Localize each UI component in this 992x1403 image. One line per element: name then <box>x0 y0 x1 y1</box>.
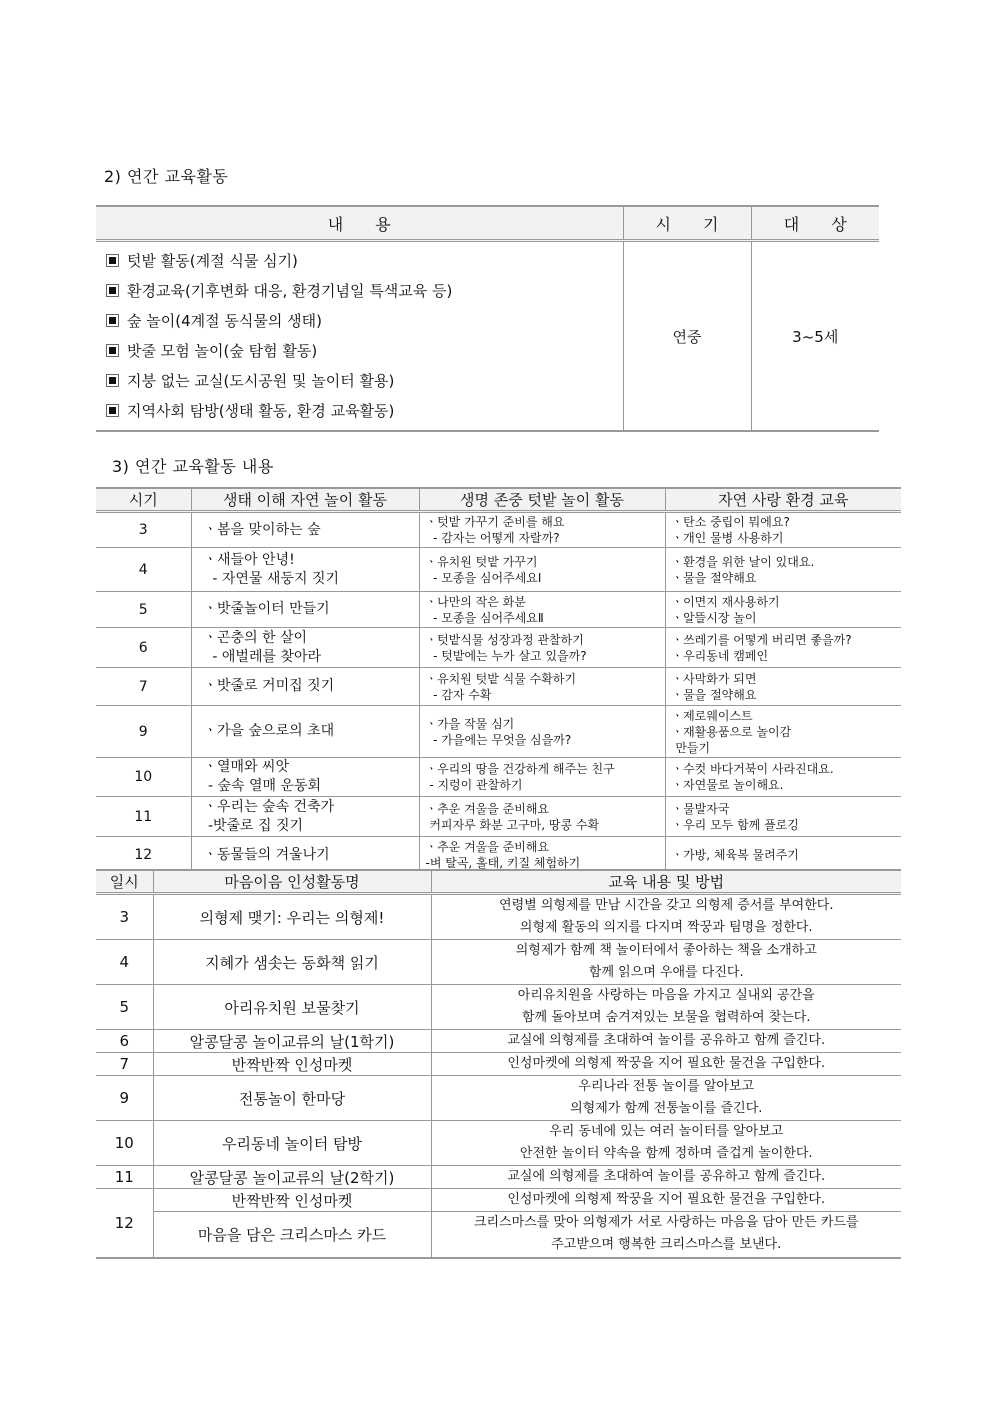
cell-line: ㆍ우리 모두 함께 플로깅 <box>671 817 799 832</box>
cell-line: ㆍ탄소 중립이 뭐에요? <box>671 515 790 529</box>
cell-line: ㆍ가방, 체육복 물려주기 <box>671 848 799 863</box>
activity-name-cell: 알콩달콩 놀이교류의 날(2학기) <box>153 1166 431 1189</box>
eco-play-cell <box>191 628 419 668</box>
activity-name-cell: 의형제 맺기: 우리는 의형제! <box>153 894 431 940</box>
activity-name-cell: 아리유치원 보물찾기 <box>153 985 431 1030</box>
header-period: 시 기 <box>623 206 751 241</box>
cell-line: ㆍ우리동네 캠페인 <box>671 648 769 663</box>
annual-activities-table <box>96 205 879 432</box>
header-method: 교육 내용 및 방법 <box>431 870 901 894</box>
cell-line: ㆍ밧줄로 거미집 짓기 <box>203 678 335 694</box>
cell-line: - 가을에는 무엇을 심을까? <box>425 732 572 747</box>
cell-line: ㆍ사막화가 되면 <box>671 671 757 686</box>
cell-line: ㆍ가을 숲으로의 초대 <box>203 723 335 739</box>
month-cell: 9 <box>96 706 191 758</box>
table-row <box>96 894 901 940</box>
method-cell <box>431 1189 901 1212</box>
table-row <box>96 1053 901 1076</box>
method-cell <box>431 940 901 985</box>
cell-line: ㆍ물을 절약해요 <box>671 687 757 702</box>
table-row <box>96 1212 901 1258</box>
cell-line: - 감자 수확 <box>425 687 492 702</box>
date-cell: 5 <box>96 985 153 1030</box>
cell-line: - 모종을 심어주세요Ⅰ <box>425 570 542 585</box>
cell-line: -밧줄로 집 짓기 <box>203 817 304 834</box>
cell-line: ㆍ유치원 텃밭 가꾸기 <box>425 554 538 569</box>
cell-line: ㆍ수컷 바다거북이 사라진대요. <box>671 762 834 776</box>
method-cell <box>431 985 901 1030</box>
eco-play-cell <box>191 548 419 592</box>
table-row <box>96 1076 901 1121</box>
cell-line: ㆍ가을 작물 심기 <box>425 716 515 731</box>
cell-line: ㆍ우리의 땅을 건강하게 해주는 친구 <box>425 762 615 776</box>
cell-line: 함께 돌아보며 숨겨져있는 보물을 협력하여 찾는다. <box>521 1010 811 1025</box>
date-cell: 11 <box>96 1166 153 1189</box>
square-bullet-icon <box>106 404 119 417</box>
garden-play-cell <box>419 548 665 592</box>
cell-line: 함께 읽으며 우애를 다진다. <box>588 965 744 980</box>
cell-line: ㆍ제로웨이스트 <box>671 708 753 723</box>
cell-line: ㆍ봄을 맞이하는 숲 <box>203 521 321 538</box>
table-row <box>96 1121 901 1166</box>
garden-play-cell <box>419 512 665 548</box>
cell-line: ㆍ개인 물병 사용하기 <box>671 531 784 545</box>
cell-line: ㆍ텃밭 가꾸기 준비를 해요 <box>425 515 565 529</box>
cell-line: 교실에 의형제를 초대하여 놀이를 공유하고 함께 즐긴다. <box>507 1033 826 1048</box>
cell-line: ㆍ곤충의 한 살이 <box>203 629 308 646</box>
method-cell <box>431 1166 901 1189</box>
cell-line: - 애벌레를 찾아라 <box>203 648 322 665</box>
garden-play-cell <box>419 706 665 758</box>
env-edu-cell <box>665 592 901 628</box>
activity-name-cell: 반짝반짝 인성마켓 <box>153 1053 431 1076</box>
month-cell: 7 <box>96 668 191 706</box>
eco-play-cell <box>191 758 419 797</box>
cell-line: 아리유치원을 사랑하는 마음을 가지고 실내외 공간을 <box>517 988 815 1003</box>
cell-line: - 모종을 심어주세요Ⅱ <box>425 610 544 625</box>
cell-line: 의형제가 함께 전통놀이를 즐긴다. <box>570 1101 763 1116</box>
character-activities-table <box>96 869 901 1259</box>
table-row <box>96 1166 901 1189</box>
garden-play-cell <box>419 758 665 797</box>
cell-line: ㆍ쓰레기를 어떻게 버리면 좋을까? <box>671 632 852 647</box>
list-item: 지역사회 탐방(생태 활동, 환경 교육활동) <box>106 396 613 426</box>
square-bullet-icon <box>106 284 119 297</box>
table-row <box>96 548 901 592</box>
cell-line: ㆍ텃밭식물 성장과정 관찰하기 <box>425 632 584 647</box>
cell-line: ㆍ추운 겨울을 준비해요 <box>425 801 550 816</box>
env-edu-cell <box>665 548 901 592</box>
garden-play-cell <box>419 592 665 628</box>
cell-line: -벼 탈곡, 홀태, 키질 체험하기 <box>425 856 581 871</box>
eco-play-cell <box>191 592 419 628</box>
table-row <box>96 940 901 985</box>
cell-line: ㆍ추운 겨울을 준비해요 <box>425 840 550 855</box>
cell-line: ㆍ나만의 작은 화분 <box>425 594 526 609</box>
header-garden-play: 생명 존중 텃밭 놀이 활동 <box>419 488 665 512</box>
cell-line: 주고받으며 행복한 크리스마스를 보낸다. <box>551 1237 782 1253</box>
method-cell <box>431 1030 901 1053</box>
env-edu-cell <box>665 512 901 548</box>
table-row <box>96 512 901 548</box>
eco-play-cell <box>191 706 419 758</box>
date-cell: 6 <box>96 1030 153 1053</box>
cell-line: 우리 동네에 있는 여러 놀이터를 알아보고 <box>549 1124 784 1139</box>
cell-line: - 숲속 열매 운동회 <box>203 778 322 794</box>
env-edu-cell <box>665 797 901 837</box>
cell-line: ㆍ물을 절약해요 <box>671 570 757 585</box>
activity-name-cell: 마음을 담은 크리스마스 카드 <box>153 1212 431 1258</box>
cell-line: 교실에 의형제를 초대하여 놀이를 공유하고 함께 즐긴다. <box>507 1169 826 1184</box>
table-row <box>96 758 901 797</box>
monthly-activities-table <box>96 487 901 876</box>
garden-play-cell <box>419 668 665 706</box>
cell-line: 인성마켓에 의형제 짝꿍을 지어 필요한 물건을 구입한다. <box>507 1192 826 1207</box>
month-cell: 10 <box>96 758 191 797</box>
cell-line: - 감자는 어떻게 자랄까? <box>425 531 560 545</box>
method-cell <box>431 1053 901 1076</box>
list-item: 숲 놀이(4계절 동식물의 생태) <box>106 306 613 336</box>
table-row <box>96 628 901 668</box>
env-edu-cell <box>665 758 901 797</box>
list-item: 텃밭 활동(계절 식물 심기) <box>106 246 613 276</box>
date-cell: 4 <box>96 940 153 985</box>
list-item: 밧줄 모험 놀이(숲 탐험 활동) <box>106 336 613 366</box>
date-cell: 7 <box>96 1053 153 1076</box>
cell-line: ㆍ새들아 안녕! <box>203 551 295 568</box>
method-cell <box>431 1212 901 1258</box>
month-cell: 6 <box>96 628 191 668</box>
method-cell <box>431 894 901 940</box>
method-cell <box>431 1076 901 1121</box>
cell-line: ㆍ물발자국 <box>671 801 730 816</box>
square-bullet-icon <box>106 314 119 327</box>
cell-line: ㆍ동물들의 겨울나기 <box>203 846 330 863</box>
activity-name-cell: 알콩달콩 놀이교류의 날(1학기) <box>153 1030 431 1053</box>
cell-line: 커피자루 화분 고구마, 땅콩 수확 <box>425 817 600 832</box>
cell-line: ㆍ밧줄놀이터 만들기 <box>203 601 330 617</box>
header-target: 대 상 <box>751 206 879 241</box>
cell-line: 의형제가 함께 책 놀이터에서 좋아하는 책을 소개하고 <box>515 943 817 958</box>
target-cell: 3~5세 <box>751 241 879 432</box>
table-row <box>96 797 901 837</box>
header-date: 일시 <box>96 870 153 894</box>
date-cell: 12 <box>96 1189 153 1258</box>
cell-line: 안전한 놀이터 약속을 함께 정하며 즐겁게 놀이한다. <box>519 1146 813 1161</box>
cell-line: 크리스마스를 맞아 의형제가 서로 사랑하는 마음을 담아 만든 카드를 <box>473 1215 859 1231</box>
cell-line: 인성마켓에 의형제 짝꿍을 지어 필요한 물건을 구입한다. <box>507 1056 826 1071</box>
activity-name-cell: 전통놀이 한마당 <box>153 1076 431 1121</box>
section-title-annual-activities: 2) 연간 교육활동 <box>104 167 229 186</box>
cell-line: ㆍ알뜰시장 놀이 <box>671 610 757 625</box>
cell-line: 연령별 의형제를 만남 시간을 갖고 의형제 증서를 부여한다. <box>499 898 834 913</box>
cell-line: ㆍ열매와 씨앗 <box>203 759 290 775</box>
date-cell: 3 <box>96 894 153 940</box>
cell-line: ㆍ우리는 숲속 건축가 <box>203 798 335 815</box>
env-edu-cell <box>665 706 901 758</box>
header-eco-play: 생태 이해 자연 놀이 활동 <box>191 488 419 512</box>
month-cell: 11 <box>96 797 191 837</box>
table-row <box>96 1189 901 1212</box>
cell-line: - 자연물 새둥지 짓기 <box>203 570 339 587</box>
table-row <box>96 668 901 706</box>
eco-play-cell <box>191 797 419 837</box>
cell-line: ㆍ유치원 텃밭 식물 수확하기 <box>425 671 577 686</box>
activity-name-cell: 반짝반짝 인성마켓 <box>153 1189 431 1212</box>
section-title-annual-content: 3) 연간 교육활동 내용 <box>112 457 274 476</box>
square-bullet-icon <box>106 344 119 357</box>
eco-play-cell <box>191 512 419 548</box>
header-env-edu: 자연 사랑 환경 교육 <box>665 488 901 512</box>
list-item: 지붕 없는 교실(도시공원 및 놀이터 활용) <box>106 366 613 396</box>
activity-list <box>96 241 623 432</box>
square-bullet-icon <box>106 374 119 387</box>
garden-play-cell <box>419 628 665 668</box>
env-edu-cell <box>665 628 901 668</box>
cell-line: ㆍ이면지 재사용하기 <box>671 594 780 609</box>
cell-line: 만들기 <box>671 740 711 755</box>
square-bullet-icon <box>106 254 119 267</box>
garden-play-cell <box>419 797 665 837</box>
eco-play-cell <box>191 668 419 706</box>
cell-line: ㆍ환경을 위한 날이 있대요. <box>671 554 815 569</box>
header-month: 시기 <box>96 488 191 512</box>
cell-line: ㆍ자연물로 놀이해요. <box>671 778 784 792</box>
list-item: 환경교육(기후변화 대응, 환경기념일 특색교육 등) <box>106 276 613 306</box>
cell-line: - 텃밭에는 누가 살고 있을까? <box>425 648 587 663</box>
cell-line: 의형제 활동의 의지를 다지며 짝꿍과 팀명을 정한다. <box>519 920 813 935</box>
header-content: 내 용 <box>96 206 623 241</box>
period-cell: 연중 <box>623 241 751 432</box>
method-cell <box>431 1121 901 1166</box>
table-row <box>96 985 901 1030</box>
date-cell: 10 <box>96 1121 153 1166</box>
date-cell: 9 <box>96 1076 153 1121</box>
table-row <box>96 592 901 628</box>
table-row <box>96 706 901 758</box>
month-cell: 12 <box>96 837 191 875</box>
month-cell: 4 <box>96 548 191 592</box>
table-row <box>96 1030 901 1053</box>
activity-name-cell: 지혜가 샘솟는 동화책 읽기 <box>153 940 431 985</box>
cell-line: - 지렁이 관찰하기 <box>425 778 523 792</box>
env-edu-cell <box>665 668 901 706</box>
month-cell: 5 <box>96 592 191 628</box>
month-cell: 3 <box>96 512 191 548</box>
header-activity-name: 마음이음 인성활동명 <box>153 870 431 894</box>
cell-line: ㆍ재활용품으로 놀이감 <box>671 724 792 739</box>
cell-line: 우리나라 전통 놀이를 알아보고 <box>578 1079 755 1094</box>
activity-name-cell: 우리동네 놀이터 탐방 <box>153 1121 431 1166</box>
